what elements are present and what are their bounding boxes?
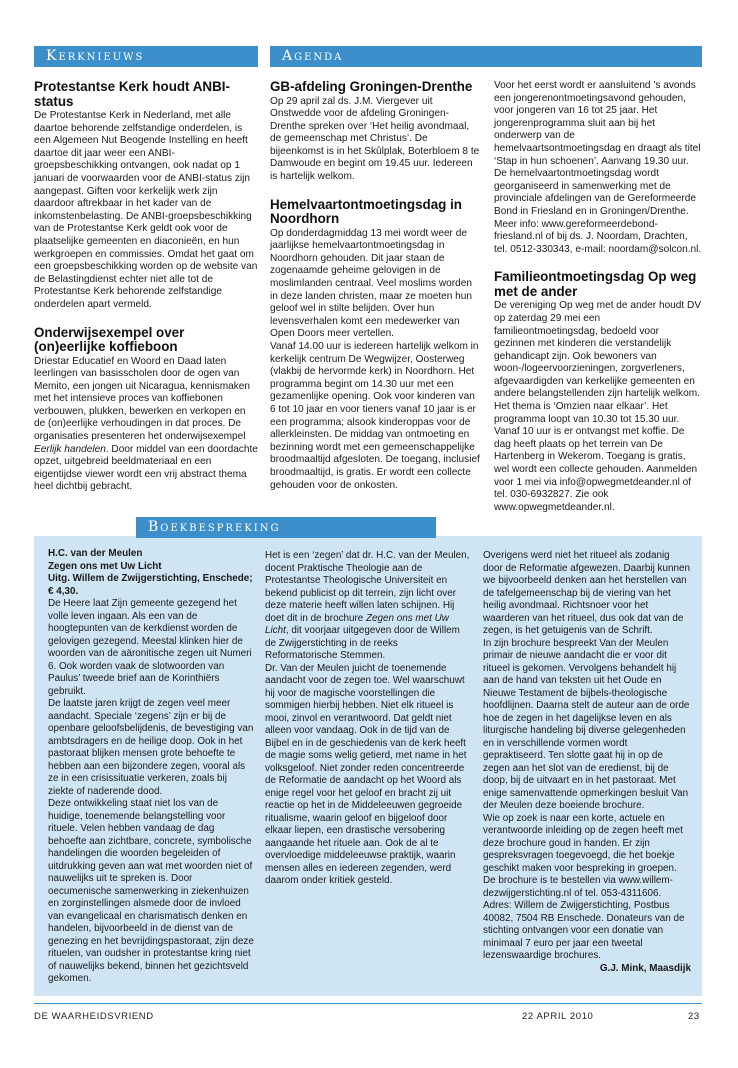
review-paragraph-4: Het is een ‘zegen’ dat dr. H.C. van der Meulen, docent Praktische Theologie aan de Protestantse Theologische Universiteit en bekend publicist op dit terrein, zijn licht over deze materie heeft willen laten schijnen. Hij doet dit in de brochure Zegen ons met Uw Licht, dit voorjaar uitgegeven door de Willem de Zwijgerstichting in de reeks Reformatorische Stemmen. (265, 550, 470, 661)
agenda-body-hemelvaart-4: De hemelvaartontmoetingsdag wordt georganiseerd in samenwerking met de provinciale afdelingen van de Gereformeerde Bond in Friesland en in Groningen/Drenthe. Meer info: www.gereformeerdebond-friesland.nl of bij ds. J. Noordam, Drachten, tel. 0512-330343, e-mail: noordam@solcon.nl. (494, 168, 702, 255)
boekbespreking-header: Boekbespreking (136, 517, 436, 538)
review-paragraph-8: Wie op zoek is naar een korte, actuele en verantwoorde inleiding op de zegen heeft met deze brochure goud in handen. Er zijn gespreksvragen toegevoegd, die het boekje geschikt maken voor bespreking in groepen. De brochure is te bestellen via www.willem-dezwijgerstichting.nl of tel. 053-4311606. Adres: Willem de Zwijgerstichting, Postbus 40082, 7504 RB Enschede. Donateurs van de stichting ontvangen voor een donatie van minimaal 7 euro per jaar een tweetal lezenswaardige brochures. (483, 812, 685, 961)
agenda-body-gb: Op 29 april zal ds. J.M. Viergever uit Onstwedde voor de afdeling Groningen-Drenthe spreken over ‘Het heilig avondmaal, de gemeenschap met Christus’. De bijeenkomst is in het Skûlplak, Boterbloem 8 te Damwoude en begint om 19.45 uur. Iedereen is hartelijk welkom. (270, 95, 480, 183)
kerknieuws-header: Kerknieuws (34, 46, 258, 67)
review-signature: G.J. Mink, Maasdijk (599, 962, 691, 974)
review-book-title: Zegen ons met Uw Licht (48, 560, 162, 572)
footer-date: 22 APRIL 2010 (522, 1011, 594, 1022)
article-body-koffieboon: Driestar Educatief en Woord en Daad laten leerlingen van basisscholen door de ogen van Memito, een jongen uit Nicaragua, kennismaken met het intensieve proces van koffiebonen verbouwen, plukken, bewerken en verkopen en de (on)eerlijke verhoudingen in dat proces. De organisaties presenteren het onderwijsexempel Eerlijk handelen. Door middel van een doordachte opzet, uitgebreid beeldmateriaal en een eigentijdse viewer wordt een vrij abstract thema heel dichtbij gebracht. (34, 355, 258, 493)
review-column-3 (483, 550, 691, 975)
review-paragraph-5: Dr. Van der Meulen juicht de toenemende aandacht voor de zegen toe. Wel waarschuwt hij voor de magische voorstellingen die sommigen hierbij hebben. Niet elk ritueel is mooi, zinvol en verantwoord. Dat geldt niet alleen voor vandaag. Ook in de tijd van de Bijbel en in de geschiedenis van de kerk heeft de magie soms welig getierd, met name in het volksgeloof. Niet zonder reden concentreerde de Reformatie de aandacht op het Woord als enige regel voor het geloof en bracht zij uit reactie op het in de Middeleeuwen gegroeide ritualisme, waarin geloof en bijgeloof door elkaar liepen, een drastische versobering aangaande het rituele aan. Ook de al te overvloedige middeleeuwse praktijk, waarin mensen alles en iedereen zegenden, werd daarom onder kritiek gesteld. (265, 662, 467, 886)
review-column-2 (265, 550, 471, 888)
agenda-header: Agenda (270, 46, 702, 67)
footer-publication: DE WAARHEIDSVRIEND (34, 1011, 154, 1022)
footer-divider (34, 1003, 702, 1004)
review-paragraph-6: Overigens werd niet het ritueel als zodanig door de Reformatie afgewezen. Daarbij kunnen we bijvoorbeeld denken aan het herstellen van de tafelgemeenschap bij de viering van het heilig avondmaal. Richtsnoer voor het waarderen van het ritueel, dus ook dat van de zegen, is het getuigenis van de Schrift. (483, 550, 690, 636)
review-paragraph-3: Deze ontwikkeling staat niet los van de huidige, toenemende belangstelling voor rituele. Velen hebben vandaag de dag behoefte aan zichtbare, concrete, symbolische handelingen die woorden begeleiden of uitdrukking geven aan wat met woorden niet of nauwelijks uit te spreken is. Door oecumenische samenwerking in ziekenhuizen en zorginstellingen alsmede door de invloed van evangelicaal en charismatisch denken en handelen, bijvoorbeeld in de dienst van de genezing en het bevrijdingspastoraat, zijn deze rituelen, van oudsher in protestantse kring niet of nauwelijks bekend, binnen het gezichtsveld gekomen. (48, 798, 254, 984)
review-paragraph-7: In zijn brochure bespreekt Van der Meulen primair de nieuwe aandacht die er voor dit ritueel is gekomen. Vervolgens behandelt hij aan de hand van teksten uit het Oude en Nieuwe Testament de bijbels-theologische hoofdlijnen. Daarna stelt de auteur aan de orde hoe de zegen in het dagelijkse leven en als liturgische handeling bij diverse gelegenheden en in verschillende vormen wordt gepraktiseerd. Ten slotte gaat hij in op de zegen aan het slot van de eredienst, bij de doop, bij de uitvaart en in het pastoraat. Met enige samenvattende opmerkingen besluit Van der Meulen deze boeiende brochure. (483, 637, 690, 811)
review-author: H.C. van der Meulen (48, 548, 143, 559)
agenda-body-hemelvaart-3: Voor het eerst wordt er aansluitend ’s avonds een jongerenontmoetingsavond gehouden, voor jongeren van 16 tot 25 jaar. Het jongerenprogramma sluit aan bij het onderwerp van de hemelvaartsontmoetingsdag en draagt als titel ‘Stap in hun schoenen’. Aanvang 19.30 uur. (494, 80, 701, 167)
agenda-body-hemelvaart-2: Vanaf 14.00 uur is iedereen hartelijk welkom in kerkelijk centrum De Wegwijzer, Oosterweg (vlakbij de hervormde kerk) in Noordhorn. Het programma begint om 14.30 uur met een gezamenlijke opening. Ook voor kinderen van 6 tot 10 jaar en voor tieners vanaf 10 jaar is er een programma; alsook kinderoppas voor de allerkleinsten. De middag van ontmoeting en bezinning wordt met een gemeenschappelijke broodmaaltijd afgesloten. De toegang, inclusief broodmaaltijd, is gratis. Er wordt een collecte gehouden voor de onkosten. (270, 341, 480, 491)
agenda-title-familie: Familieontmoetingsdag Op weg met de ander (494, 269, 697, 299)
review-column-1 (48, 548, 254, 986)
review-paragraph-2: De laatste jaren krijgt de zegen veel meer aandacht. Speciale ‘zegens’ zijn er bij de openbare geloofsbelijdenis, de bevestiging van ambtsdragers en de heilige doop. Ook in het pastoraat blijken mensen grote behoefte te hebben aan een bijzondere zegen, vooral als ze in een crisissituatie verkeren, zoals bij ziekte of naderende dood. (48, 698, 254, 797)
review-publisher: Uitg. Willem de Zwijgerstichting, Enschede; € 4,30. (48, 573, 253, 597)
article-title-anbi: Protestantse Kerk houdt ANBI-status (34, 79, 230, 109)
article-title-koffieboon: Onderwijsexempel over (on)eerlijke koffieboon (34, 324, 185, 354)
kerknieuws-column (34, 80, 258, 494)
agenda-body-hemelvaart-1: Op donderdagmiddag 13 mei wordt weer de jaarlijkse hemelvaartontmoetingsdag in Noordhorn gehouden. Dit jaar staan de zogenaamde geheime gelovigen in de moslimlanden centraal. Veel moslims worden in deze landen christen, maar ze moeten hun geloof wel in stilte belijden. Over hun levensverhalen komt een medewerker van Open Doors meer vertellen. (270, 227, 472, 340)
agenda-title-gb: GB-afdeling Groningen-Drenthe (270, 79, 473, 94)
article-body-anbi: De Protestantse Kerk in Nederland, met alle daartoe behorende zelfstandige onderdelen, is een Algemeen Nut Beogende Instelling en heeft daartoe dit jaar weer een ANBI-groepsbeschikking ontvangen, ook nadat op 1 januari de voorwaarden voor de ANBI-status zijn aangepast. Giften voor kerkelijk werk zijn daardoor aftrekbaar in het kader van de inkomstenbelasting. De ANBI-groepsbeschikking van de Protestantse Kerk geldt ook voor de plaatselijke gemeenten en diaconieën, en hun werkgroepen en commissies. Omdat het gaat om een groepsbeschikking worden op de website van de Belastingdienst echter niet alle tot de Protestantse Kerk behorende zelfstandige onderdelen apart vermeld. (34, 110, 258, 310)
footer-page-number: 23 (688, 1011, 700, 1022)
agenda-column-2 (494, 80, 702, 514)
review-paragraph-1: De Heere laat Zijn gemeente gezegend het volle leven ingaan. Als een van de hoogtepunten van de kerkdienst worden de gelovigen gezegend. Meestal klinken hier de woorden van de aäronitische zegen uit Numeri 6. Ook worden vaak de slotwoorden van Paulus’ tweede brief aan de Korinthiërs gebruikt. (48, 598, 252, 697)
review-brochure-title: Zegen ons met Uw Licht (265, 612, 449, 636)
agenda-body-familie: De vereniging Op weg met de ander houdt DV op zaterdag 29 mei een familieontmoetingsdag, bedoeld voor gezinnen met kinderen die verstandelijk gehandicapt zijn. Ook bewoners van woon-/logeervoorzieningen, zorgverleners, afgevaardigden van kerkelijke gemeenten en andere belangstellenden zijn hartelijk welkom. Het thema is ‘Omzien naar elkaar’. Het programma loopt van 10.30 tot 15.30 uur. Vanaf 10 uur is er ontvangst met koffie. De dag heeft plaats op het terrein van De Hartenberg in Wekerom. Toegang is gratis, wel wordt een collecte gehouden. Aanmelden voor 1 mei via info@opwegmetdeander.nl of tel. 030-6932827. Zie ook www.opwegmetdeander.nl. (494, 300, 702, 513)
article-title-italic: Eerlijk handelen (34, 443, 106, 455)
agenda-title-hemelvaart: Hemelvaartontmoetingsdag in Noordhorn (270, 196, 462, 227)
agenda-column-1 (270, 80, 482, 492)
